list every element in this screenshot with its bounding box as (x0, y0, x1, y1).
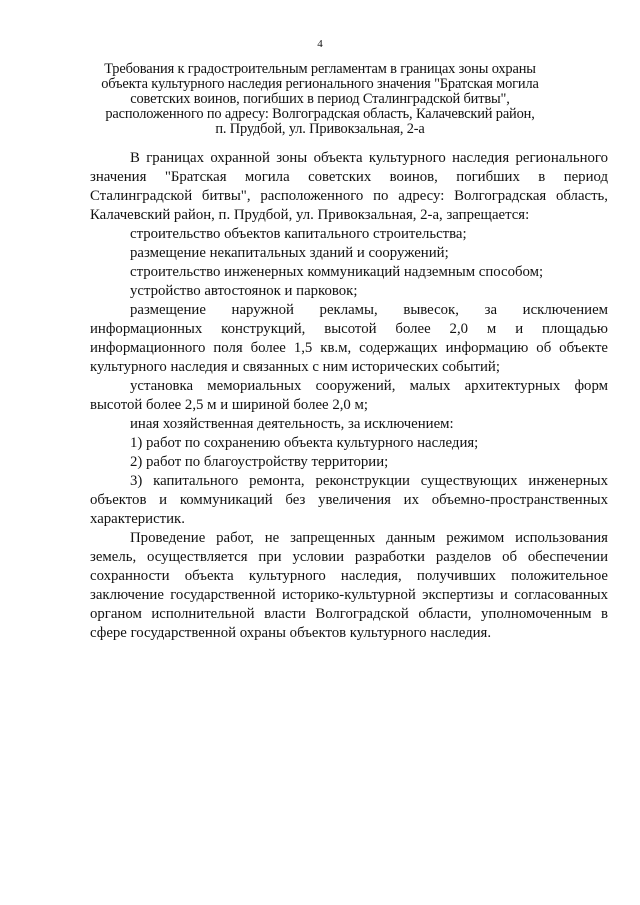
exception-item: 1) работ по сохранению объекта культурного наследия; (130, 435, 479, 451)
title-line: советских воинов, погибших в период Сталинградской битвы", (130, 91, 510, 107)
title-line: объекта культурного наследия регионального значения "Братская могила (101, 76, 539, 92)
prohibition-item: иная хозяйственная деятельность, за исключением: (130, 416, 454, 432)
intro-paragraph: В границах охранной зоны объекта культурного наследия регионального значения "Братская могила советских воинов, погибших в период Сталинградской битвы", расположенного по адресу: Волгоградская область, Калачевский район, п. Прудбой, ул. Привокзальная, 2-а, запрещается: (90, 150, 608, 223)
document-title (86, 62, 554, 137)
prohibition-item: устройство автостоянок и парковок; (130, 283, 358, 299)
prohibition-item: установка мемориальных сооружений, малых архитектурных форм высотой более 2,5 м и шириной более 2,0 м; (90, 378, 608, 413)
prohibition-item: строительство инженерных коммуникаций надземным способом; (130, 264, 544, 280)
title-line: Требования к градостроительным регламентам в границах зоны охраны (104, 61, 536, 77)
page-number: 4 (317, 38, 323, 50)
title-line: расположенного по адресу: Волгоградская область, Калачевский район, (105, 106, 535, 122)
conditions-paragraph: Проведение работ, не запрещенных данным режимом использования земель, осуществляется при условии разработки разделов об обеспечении сохранности объекта культурного наследия, получивших положительное заключение государственной историко-культурной экспертизы и согласованных органом исполнительной власти Волгоградской области, уполномоченным в сфере государственной охраны объектов культурного наследия. (90, 530, 608, 641)
exception-item: 3) капитального ремонта, реконструкции существующих инженерных объектов и коммуникаций без увеличения их объемно-пространственных характеристик. (90, 473, 608, 527)
document-body (90, 149, 608, 643)
prohibition-item: строительство объектов капитального строительства; (130, 226, 467, 242)
exception-item: 2) работ по благоустройству территории; (130, 454, 389, 470)
prohibition-item: размещение некапитальных зданий и сооружений; (130, 245, 449, 261)
title-line: п. Прудбой, ул. Привокзальная, 2-а (215, 121, 425, 137)
prohibition-item: размещение наружной рекламы, вывесок, за исключением информационных конструкций, высотой более 2,0 м и площадью информационного поля более 1,5 кв.м, содержащих информацию об объекте культурного наследия и связанных с ним исторических событий; (90, 302, 608, 375)
